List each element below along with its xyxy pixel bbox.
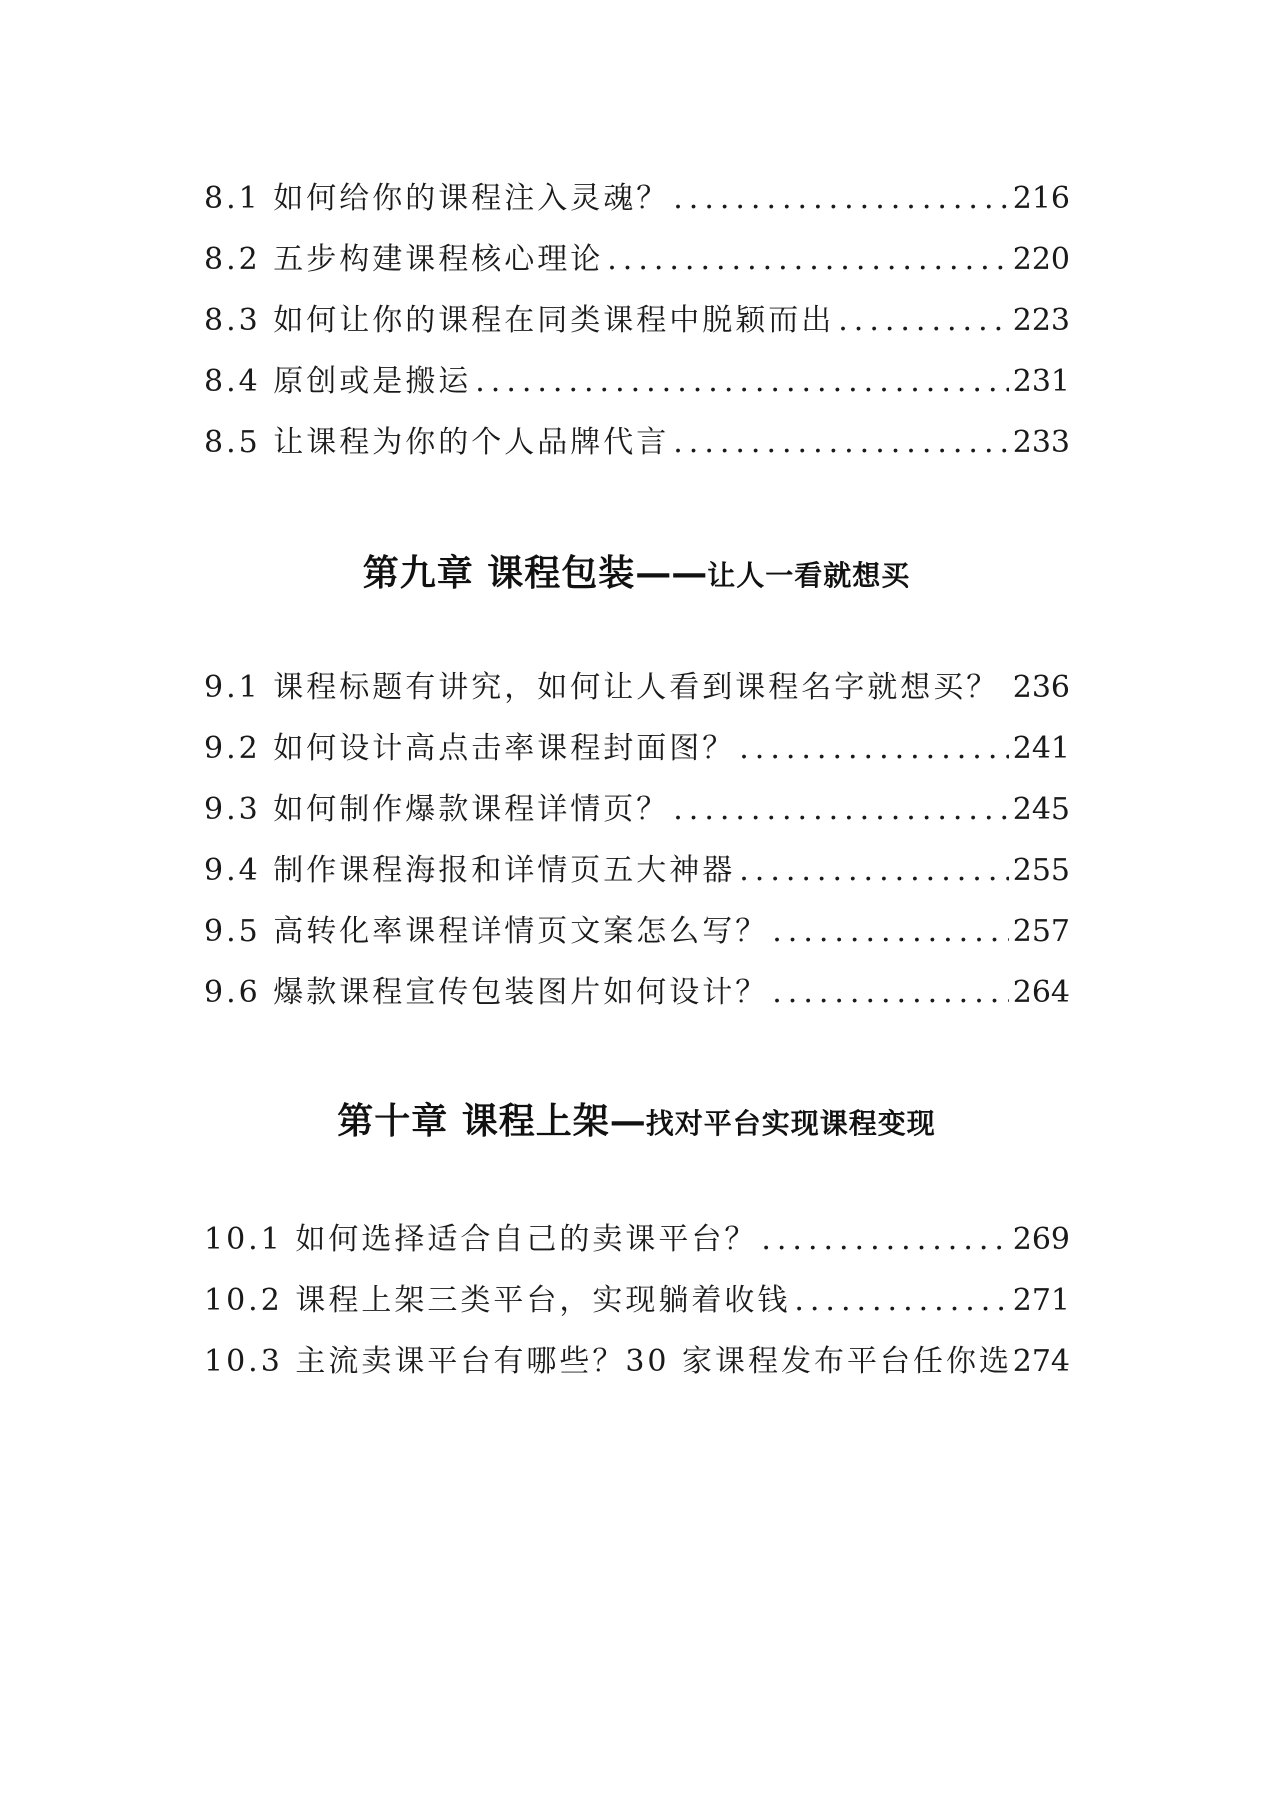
toc-dot-leader	[475, 364, 1008, 399]
toc-entry-page: 269	[1012, 1222, 1070, 1257]
toc-entry-page: 223	[1012, 303, 1070, 338]
toc-dot-leader	[607, 242, 1008, 277]
toc-dot-leader	[772, 914, 1008, 949]
toc-entry[interactable]	[204, 723, 1070, 784]
toc-entry[interactable]	[204, 784, 1070, 845]
toc-entry-title: 9.3 如何制作爆款课程详情页？	[204, 792, 670, 827]
toc-dot-leader	[673, 792, 1008, 827]
toc-entry-page: 274	[1012, 1344, 1070, 1379]
toc-entry-title: 9.6 爆款课程宣传包装图片如何设计？	[204, 975, 769, 1010]
toc-entry[interactable]	[204, 173, 1070, 234]
toc-entry[interactable]	[204, 1336, 1070, 1397]
toc-entry-page: 271	[1012, 1283, 1070, 1318]
toc-entry-title: 8.2 五步构建课程核心理论	[204, 242, 604, 277]
toc-entry-title: 10.1 如何选择适合自己的卖课平台？	[204, 1222, 758, 1257]
toc-entry-title: 8.1 如何给你的课程注入灵魂？	[204, 181, 670, 216]
toc-entry[interactable]	[204, 967, 1070, 1028]
chapter-title: 第十章 课程上架	[337, 1100, 610, 1142]
toc-entry-page: 241	[1012, 731, 1070, 766]
toc-entry-title: 10.2 课程上架三类平台，实现躺着收钱	[204, 1283, 791, 1318]
toc-group-chapter-8	[204, 173, 1070, 478]
toc-dot-leader	[673, 425, 1008, 460]
chapter-separator: —	[609, 1100, 646, 1142]
toc-entry-page: 220	[1012, 242, 1070, 277]
toc-entry[interactable]	[204, 234, 1070, 295]
toc-entry-page: 257	[1012, 914, 1070, 949]
toc-entry-page: 216	[1012, 181, 1070, 216]
toc-dot-leader	[761, 1222, 1008, 1257]
toc-entry[interactable]	[204, 295, 1070, 356]
toc-dot-leader	[673, 181, 1008, 216]
toc-entry-title: 8.4 原创或是搬运	[204, 364, 472, 399]
toc-entry[interactable]	[204, 845, 1070, 906]
toc-dot-leader	[739, 731, 1008, 766]
toc-dot-leader	[772, 975, 1008, 1010]
toc-group-chapter-9	[204, 662, 1070, 1028]
toc-entry-title: 10.3 主流卖课平台有哪些？30 家课程发布平台任你选	[204, 1344, 1013, 1379]
toc-dot-leader	[838, 303, 1008, 338]
toc-entry-title: 9.1 课程标题有讲究，如何让人看到课程名字就想买？	[204, 670, 1000, 705]
toc-entry-page: 236	[1012, 670, 1070, 705]
toc-entry-title: 9.4 制作课程海报和详情页五大神器	[204, 853, 736, 888]
toc-entry-title: 9.5 高转化率课程详情页文案怎么写？	[204, 914, 769, 949]
chapter-subtitle: 让人一看就想买	[707, 559, 911, 592]
toc-dot-leader	[794, 1283, 1008, 1318]
toc-entry-page: 264	[1012, 975, 1070, 1010]
toc-entry[interactable]	[204, 1275, 1070, 1336]
chapter-title: 第九章 课程包装	[362, 552, 636, 594]
toc-entry[interactable]	[204, 1214, 1070, 1275]
toc-entry-title: 9.2 如何设计高点击率课程封面图？	[204, 731, 736, 766]
chapter-heading-10	[0, 1093, 1273, 1144]
toc-entry[interactable]	[204, 906, 1070, 967]
chapter-subtitle: 找对平台实现课程变现	[645, 1107, 936, 1140]
chapter-heading-9	[0, 545, 1273, 596]
toc-entry-page: 233	[1012, 425, 1070, 460]
toc-entry[interactable]	[204, 417, 1070, 478]
toc-entry-page: 255	[1012, 853, 1070, 888]
toc-dot-leader	[739, 853, 1008, 888]
toc-entry-page: 245	[1012, 792, 1070, 827]
toc-entry-page: 231	[1012, 364, 1070, 399]
toc-entry-title: 8.3 如何让你的课程在同类课程中脱颖而出	[204, 303, 835, 338]
toc-entry[interactable]	[204, 356, 1070, 417]
chapter-separator: ——	[635, 552, 708, 594]
toc-entry[interactable]	[204, 662, 1070, 723]
toc-entry-title: 8.5 让课程为你的个人品牌代言	[204, 425, 670, 460]
toc-group-chapter-10	[204, 1214, 1070, 1397]
